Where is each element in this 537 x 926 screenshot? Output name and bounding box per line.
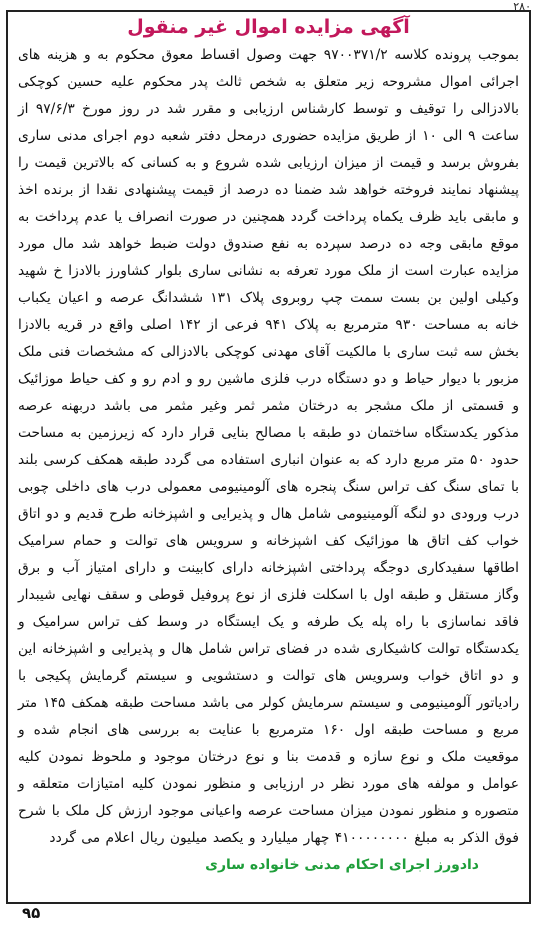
auction-notice-box [6,10,531,904]
notice-body: بموجب پرونده کلاسه ۹۷۰۰۳۷۱/۲ جهت وصول اقساط معوق محکوم به و هزینه های اجرائی اموال مشروحه زیر متعلق به شخص ثالث پدر محکوم علیه حسین کوچکی بالادزالی را توقیف و توسط کارشناس ارزیابی و مقرر شد در روز مورخ ۹۷/۶/۳ از ساعت ۹ الی ۱۰ از طریق مزایده حضوری درمحل دفتر شعبه دوم اجرای مدنی ساری بفروش برسد و قیمت از میزان ارزیابی شده شروع و به کسانی که بالاترین قیمت را پیشنهاد نمایند فروخته خواهد شد ضمنا ده درصد از قیمت پیشنهادی نقدا از برنده اخذ و مابقی باید ظرف یکماه پرداخت گردد همچنین در صورت انصراف یا عدم پرداخت به موقع مابقی وجه ده درصد سپرده به نفع صندوق دولت ضبط خواهد شد مال مورد مزایده عبارت است از ملک مورد تعرفه به نشانی ساری بلوار کشاورز بالادزا خ شهید وکیلی اولین بن بست سمت چپ روبروی پلاک ۱۳۱ ششدانگ عرصه و اعیان یکباب خانه به مساحت ۹۳۰ مترمربع به پلاک ۹۴۱ فرعی از ۱۴۲ اصلی واقع در قریه بالادزا بخش سه ثبت ساری با مالکیت آقای مهدنی کوچکی بالادزالی که مشخصات فنی ملک مزبور با دیوار حیاط و دو دستگاه درب فلزی ماشین رو و ادم رو و کف حیاط موزائیک و قسمتی از ملک مشجر به درختان مثمر ثمر وغیر مثمر می باشد دربهنه عرصه مذکور یکدستگاه ساختمان دو طبقه با مصالح بنایی قرار دارد که زیرزمین به مساحت حدود ۵۰ متر مربع دارد که به عنوان انباری استفاده می گردد طبقه همکف کرسی بلند با تمای سنگ کف تراس سنگ پنجره های آلومینیومی معمولی درب های داخلی چوبی درب ورودی دو لنگه آلومینیومی شامل هال و پذیرایی و اشپزخانه طرح قدیم و دو اتاق خواب کف اتاق ها موزائیک کف اشپزخانه و سرویس های توالت و حمام سرامیک اطاقها سفیدکاری دوجگه پرداختی اشپزخانه دارای کابینت و دارای امتیاز آب و برق وگاز مستقل و طبقه اول با اسکلت فلزی از نوع پروفیل قوطی و سقف نهایی شیبدار فاقد نماسازی با راه پله یک طرفه و یک ایستگاه در وسط کف تراس سرامیک و یکدستگاه توالت کاشیکاری شده در فضای تراس شامل هال و پذیرایی و اشپزخانه این و دو اتاق خواب وسرویس های توالت و دستشویی و سیستم گرمایش پکیجی با رادیاتور آلومینیومی و سیستم سرمایش کولر می باشد مساحت طبقه همکف ۱۴۵ متر مربع و مساحت طبقه اول ۱۶۰ مترمربع با عنایت به بررسی های انجام شده و موقعیت ملک و نوع سازه و قدمت بنا و نوع درختان موجود و ملحوظ نمودن کلیه عوامل و مولفه های مورد نظر در ارزیابی و منظور نمودن کلیه امتیازات متعلقه و متصوره و منظور نمودن میزان مساحت عرصه واعیانی موجود ارزش کل ملک با شرح فوق الذکر به مبلغ ۴۱۰۰۰۰۰۰۰۰ چهار میلیارد و یکصد میلیون ریال اعلام می گردد [18,47,520,846]
top-page-number: ۲۸۰ [513,0,531,13]
bottom-page-number: ۹۵ [22,904,41,922]
notice-signature: دادورز اجرای احکام مدنی خانواده ساری [205,857,479,873]
notice-title: آگهی مزایده اموال غیر منقول [127,16,410,38]
